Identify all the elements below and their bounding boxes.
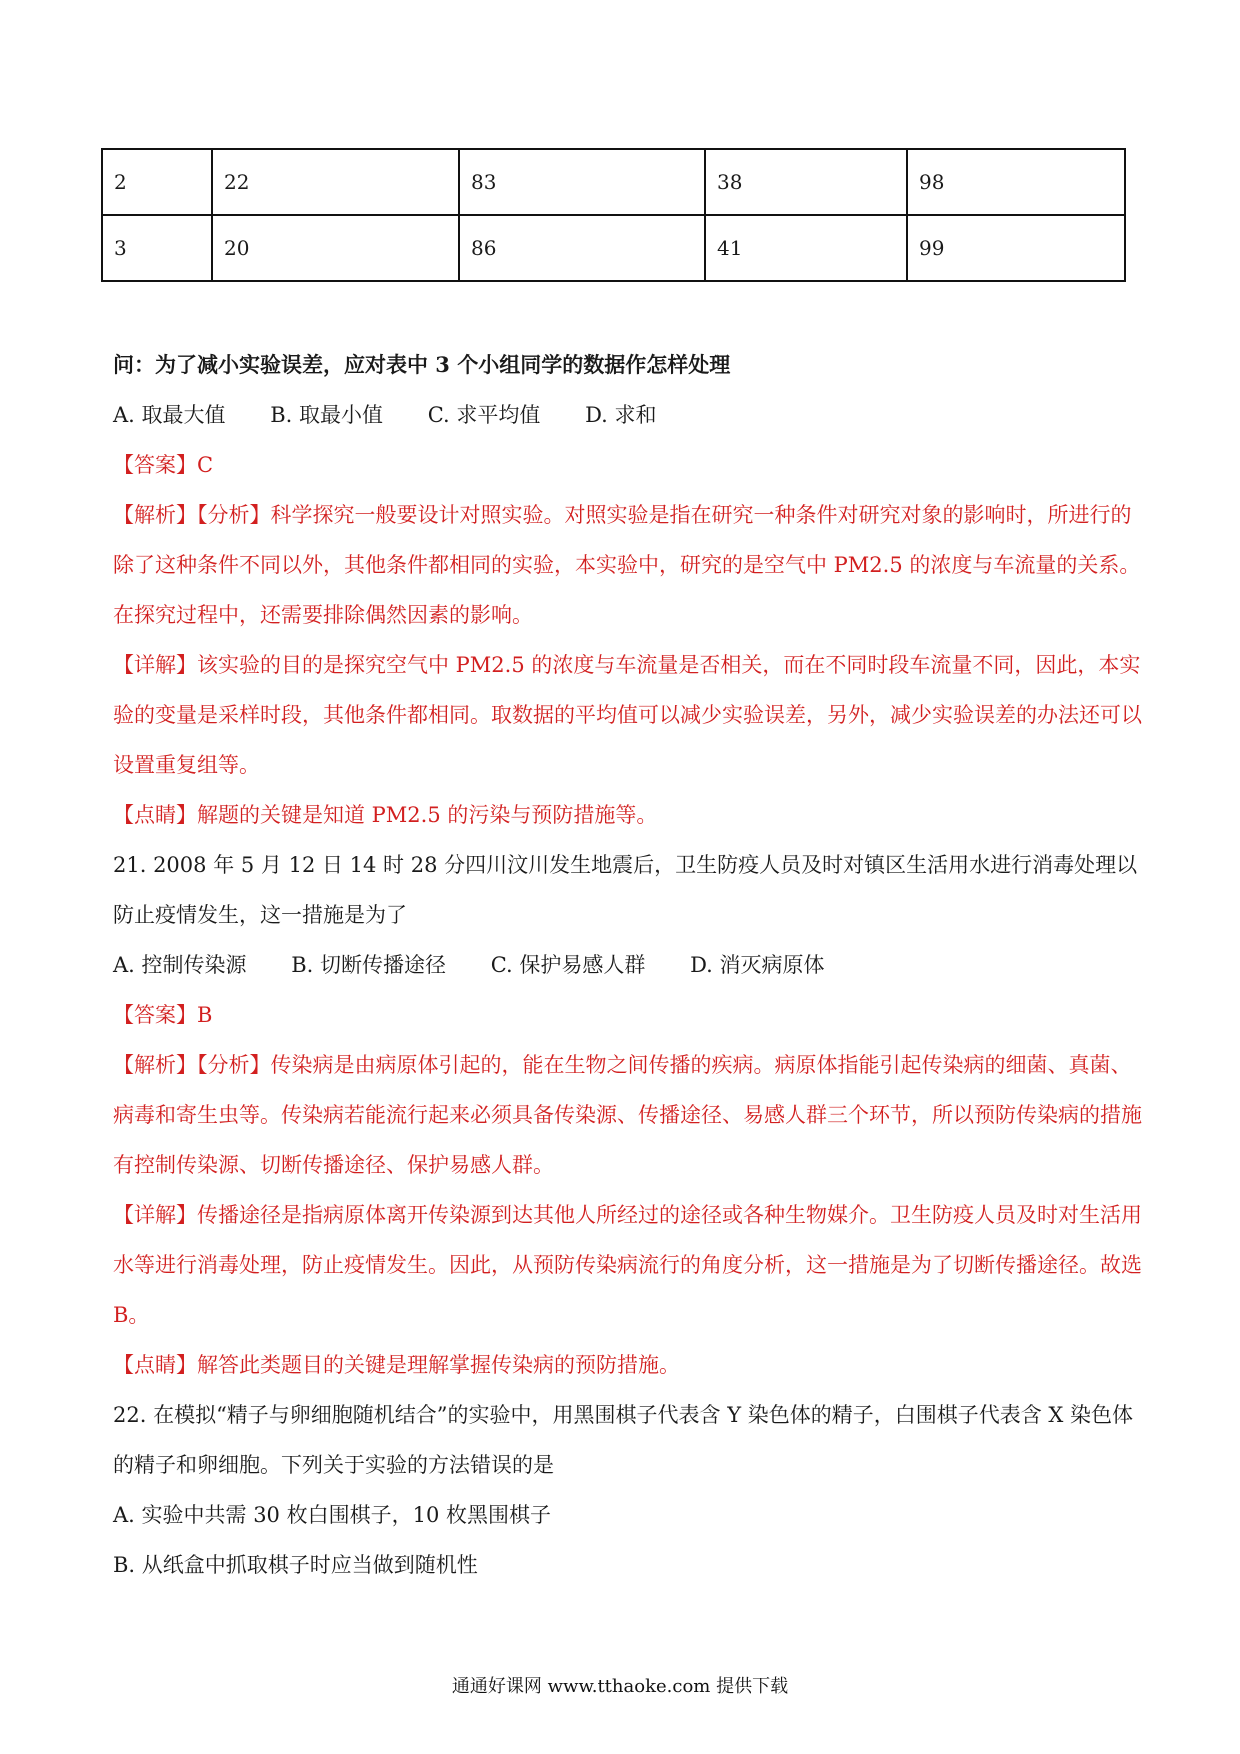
data-table-wrapper (101, 148, 1124, 282)
q22-question: 22. 在模拟“精子与卵细胞随机结合”的实验中，用黑围棋子代表含 Y 染色体的精子，白围棋子代表含 X 染色体的精子和卵细胞。下列关于实验的方法错误的是 (113, 1403, 1134, 1477)
data-table (101, 148, 1126, 282)
table-cell: 22 (212, 149, 459, 215)
q22-option-b: B. 从纸盒中抓取棋子时应当做到随机性 (113, 1553, 478, 1577)
q21-answer: 【答案】B (113, 1003, 213, 1027)
table-cell: 99 (907, 215, 1125, 281)
q21-question: 21. 2008 年 5 月 12 日 14 时 28 分四川汶川发生地震后，卫生防疫人员及时对镇区生活用水进行消毒处理以防止疫情发生，这一措施是为了 (113, 853, 1138, 927)
document-body (113, 340, 1143, 1590)
q20-answer: 【答案】C (113, 453, 214, 477)
table-cell: 38 (705, 149, 907, 215)
table-cell: 83 (459, 149, 705, 215)
q20-option-c: C. 求平均值 (427, 403, 541, 427)
table-row (102, 215, 1125, 281)
q21-options (113, 940, 1143, 990)
q21-option-c: C. 保护易感人群 (490, 953, 646, 977)
table-cell: 20 (212, 215, 459, 281)
q20-option-b: B. 取最小值 (270, 403, 384, 427)
q21-analysis: 【解析】【分析】传染病是由病原体引起的，能在生物之间传播的疾病。病原体指能引起传染病的细菌、真菌、病毒和寄生虫等。传染病若能流行起来必须具备传染源、传播途径、易感人群三个环节，所以预防传染病的措施有控制传染源、切断传播途径、保护易感人群。 (113, 1053, 1142, 1177)
q21-option-a: A. 控制传染源 (113, 953, 247, 977)
table-row (102, 149, 1125, 215)
q20-option-a: A. 取最大值 (113, 403, 226, 427)
q22-option-a: A. 实验中共需 30 枚白围棋子，10 枚黑围棋子 (113, 1503, 551, 1527)
q21-detail: 【详解】传播途径是指病原体离开传染源到达其他人所经过的途径或各种生物媒介。卫生防疫人员及时对生活用水等进行消毒处理，防止疫情发生。因此，从预防传染病流行的角度分析，这一措施是为了切断传播途径。故选 B。 (113, 1203, 1142, 1327)
q20-analysis: 【解析】【分析】科学探究一般要设计对照实验。对照实验是指在研究一种条件对研究对象的影响时，所进行的除了这种条件不同以外，其他条件都相同的实验，本实验中，研究的是空气中 PM2.5 的浓度与车流量的关系。在探究过程中，还需要排除偶然因素的影响。 (113, 503, 1141, 627)
q20-option-d: D. 求和 (585, 403, 657, 427)
q20-comment: 【点睛】解题的关键是知道 PM2.5 的污染与预防措施等。 (113, 803, 658, 827)
page-footer: 通通好课网 www.tthaoke.com 提供下载 (451, 1676, 789, 1697)
q20-options (113, 390, 1143, 440)
table-cell: 41 (705, 215, 907, 281)
table-cell: 3 (102, 215, 212, 281)
table-cell: 98 (907, 149, 1125, 215)
q20-detail: 【详解】该实验的目的是探究空气中 PM2.5 的浓度与车流量是否相关，而在不同时段车流量不同，因此，本实验的变量是采样时段，其他条件都相同。取数据的平均值可以减少实验误差，另外，减少实验误差的办法还可以设置重复组等。 (113, 653, 1142, 777)
q21-option-b: B. 切断传播途径 (291, 953, 447, 977)
table-cell: 86 (459, 215, 705, 281)
q20-question: 问：为了减小实验误差，应对表中 3 个小组同学的数据作怎样处理 (113, 352, 731, 377)
q21-option-d: D. 消灭病原体 (690, 953, 825, 977)
q21-comment: 【点睛】解答此类题目的关键是理解掌握传染病的预防措施。 (113, 1353, 680, 1377)
table-cell: 2 (102, 149, 212, 215)
